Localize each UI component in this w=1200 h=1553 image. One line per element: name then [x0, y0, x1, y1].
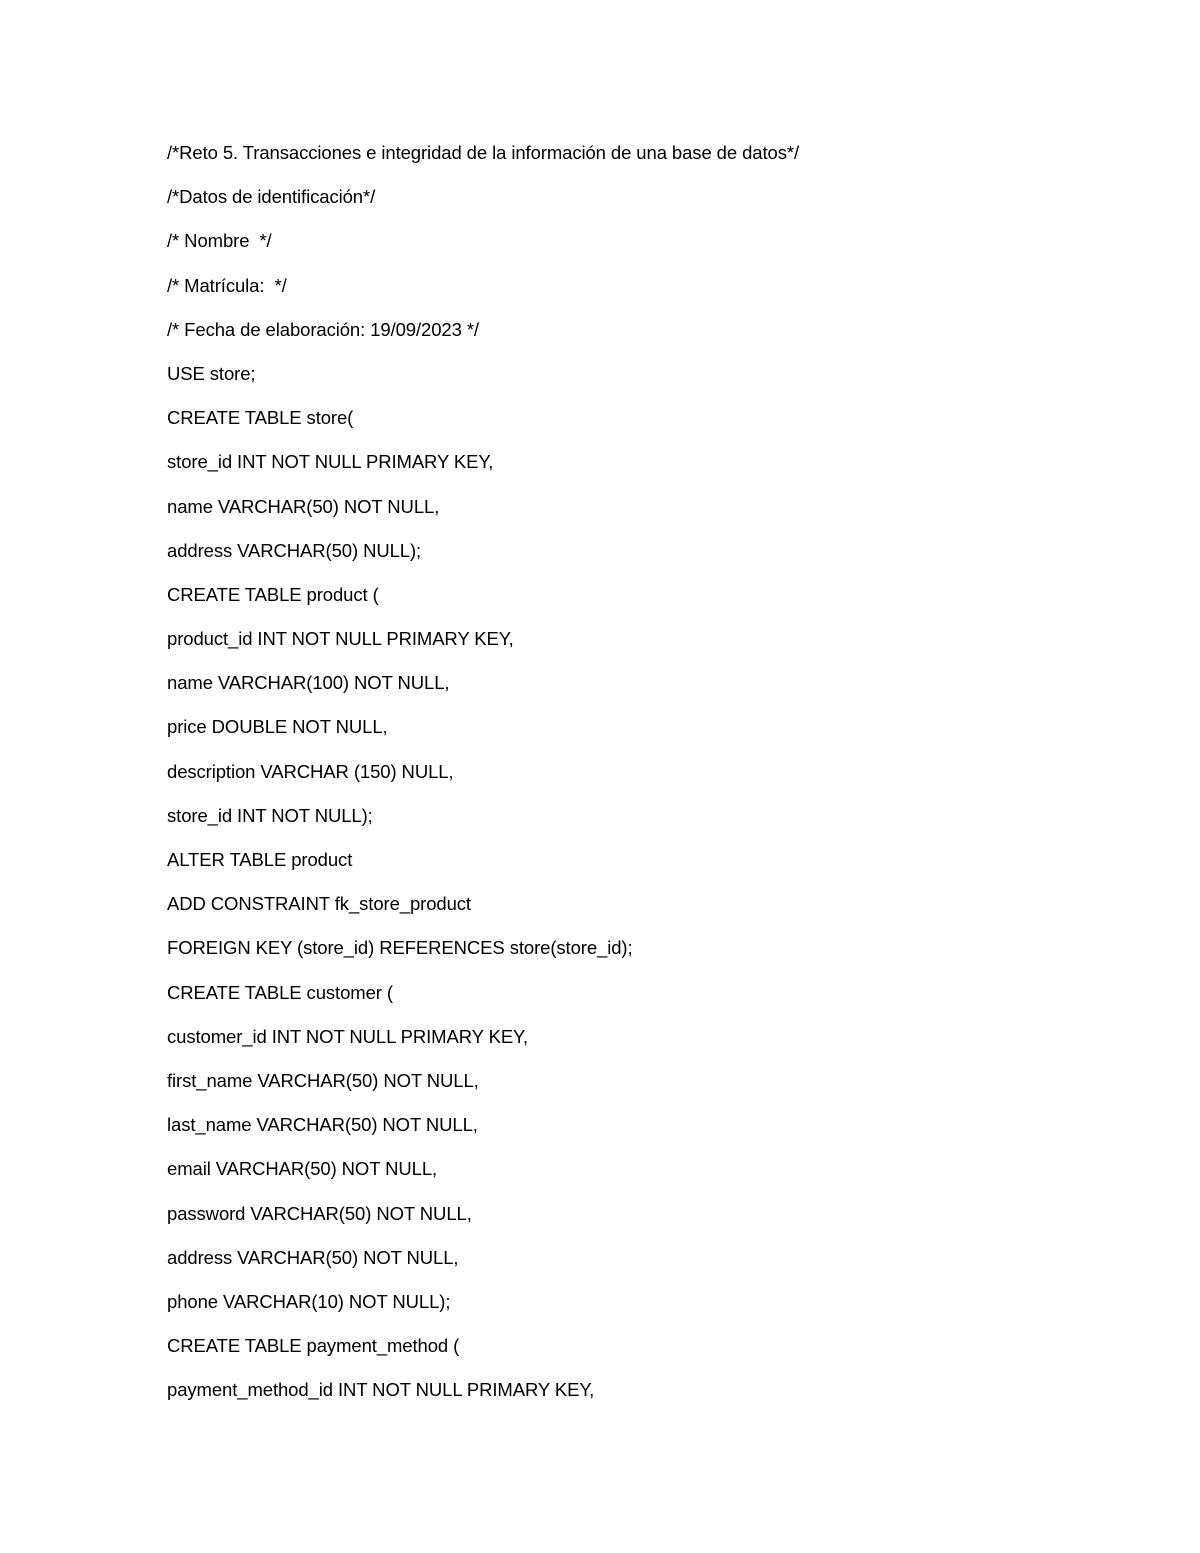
code-line: store_id INT NOT NULL);	[167, 804, 373, 826]
code-line: CREATE TABLE store(	[167, 407, 354, 429]
code-line: address VARCHAR(50) NOT NULL,	[167, 1246, 459, 1268]
code-line: payment_method_id INT NOT NULL PRIMARY KEY,	[167, 1379, 595, 1401]
comment-date-line: /* Fecha de elaboración: 19/09/2023 */	[167, 318, 479, 340]
code-line: CREATE TABLE customer (	[167, 981, 393, 1003]
comment-title-line: /*Reto 5. Transacciones e integridad de la información de una base de datos*/	[167, 142, 799, 163]
code-line: customer_id INT NOT NULL PRIMARY KEY,	[167, 1025, 528, 1047]
code-line: name VARCHAR(50) NOT NULL,	[167, 495, 440, 517]
code-line: product_id INT NOT NULL PRIMARY KEY,	[167, 628, 514, 650]
sql-script-text	[167, 139, 799, 1420]
code-line: ADD CONSTRAINT fk_store_product	[167, 893, 471, 915]
comment-name-line: /* Nombre */	[167, 230, 272, 252]
code-line: password VARCHAR(50) NOT NULL,	[167, 1202, 472, 1224]
comment-enrollment-line: /* Matrícula: */	[167, 274, 287, 296]
code-line: FOREIGN KEY (store_id) REFERENCES store(store_id);	[167, 937, 633, 959]
code-line: CREATE TABLE payment_method (	[167, 1335, 460, 1357]
code-line: last_name VARCHAR(50) NOT NULL,	[167, 1114, 478, 1136]
code-line: store_id INT NOT NULL PRIMARY KEY,	[167, 451, 494, 473]
code-line: CREATE TABLE product (	[167, 583, 379, 605]
comment-identification-line: /*Datos de identificación*/	[167, 186, 376, 208]
code-line: first_name VARCHAR(50) NOT NULL,	[167, 1069, 479, 1091]
code-line: email VARCHAR(50) NOT NULL,	[167, 1158, 438, 1180]
code-line: price DOUBLE NOT NULL,	[167, 716, 388, 738]
code-line: address VARCHAR(50) NULL);	[167, 539, 422, 561]
code-line: description VARCHAR (150) NULL,	[167, 760, 454, 782]
code-line: phone VARCHAR(10) NOT NULL);	[167, 1290, 451, 1312]
code-line: name VARCHAR(100) NOT NULL,	[167, 672, 450, 694]
code-line: ALTER TABLE product	[167, 849, 353, 870]
code-line: USE store;	[167, 362, 256, 384]
